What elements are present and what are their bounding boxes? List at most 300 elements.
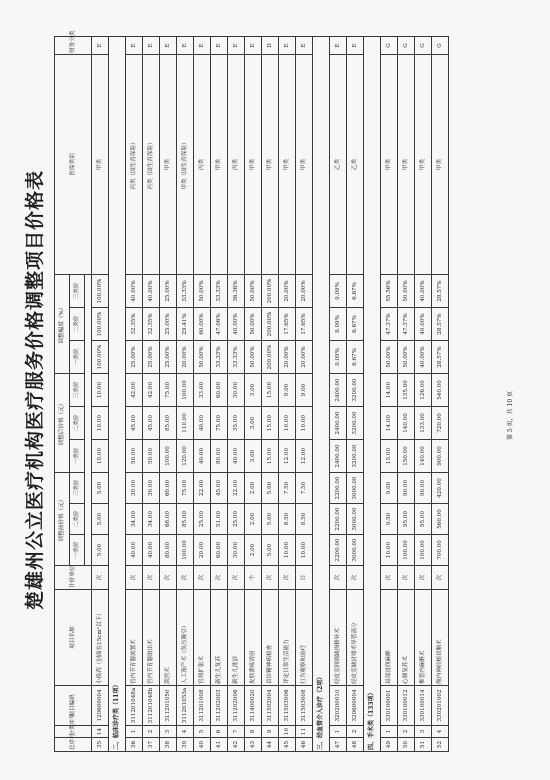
table-cell: 15.00 (262, 374, 279, 407)
table-cell: 丙类（国生育保险） (126, 54, 143, 274)
table-cell: E (347, 36, 364, 54)
table-cell: 320200010 (330, 686, 347, 726)
table-cell: 45.00 (143, 407, 160, 440)
table-cell: 68.00 (160, 504, 177, 535)
table-cell: 100.00 (160, 440, 177, 473)
table-cell: 35.00 (228, 407, 245, 440)
table-cell: 12.00 (296, 440, 313, 473)
section-row (364, 36, 381, 751)
table-cell: 90.00 (398, 473, 415, 504)
table-cell: 1 (126, 726, 143, 738)
table-cell: 次 (126, 566, 143, 590)
table-cell: 6.67% (347, 274, 364, 307)
table-cell: 5.00 (262, 473, 279, 504)
table-cell: 330100014 (415, 686, 432, 726)
header-cell: 三类价 (70, 274, 85, 307)
table-cell: 28.57% (432, 274, 449, 307)
table-cell: 22.00 (228, 473, 245, 504)
table-cell: 50.00% (245, 308, 262, 341)
table-row (296, 36, 313, 751)
table-cell: E (296, 36, 313, 54)
header-cell: 一类价 (70, 341, 85, 374)
table-cell: 50.00% (194, 274, 211, 307)
table-cell: 126.00 (415, 374, 432, 407)
table-cell: 评定日常生活能力 (279, 590, 296, 686)
table-cell: 5.00 (92, 535, 109, 566)
table-cell: 44 (262, 738, 279, 752)
table-cell: 甲类 (296, 54, 313, 274)
table-cell: 33.33% (211, 341, 228, 374)
table-cell: 个 (245, 566, 262, 590)
table-cell: 50 (398, 738, 415, 752)
table-cell: 甲类 (92, 54, 109, 274)
table-cell: 50.00% (398, 274, 415, 307)
table-cell: 9.09% (330, 308, 347, 341)
table-cell: 50.00% (245, 341, 262, 374)
table-cell: 2.00 (245, 473, 262, 504)
table-cell: 3000.00 (347, 473, 364, 504)
table-cell: 41 (211, 738, 228, 752)
table-cell: 100.00 (177, 535, 194, 566)
table-cell: 日 (296, 566, 313, 590)
table-row (432, 36, 449, 751)
table-cell: 9.00 (381, 473, 398, 504)
table-cell: 5.00 (92, 504, 109, 535)
table-cell: 人工流产术（负压吸引） (177, 590, 194, 686)
table-cell: 甲类 (211, 54, 228, 274)
header-cell: 一类价 (70, 440, 85, 473)
table-cell: 2200.00 (330, 473, 347, 504)
table-cell: 20.00% (296, 341, 313, 374)
table-cell: 47.06% (211, 308, 228, 341)
table-cell: 甲类 (245, 54, 262, 274)
table-cell: 10.00 (279, 407, 296, 440)
table-cell: 311201048a (126, 686, 143, 726)
table-cell: 次 (398, 566, 415, 590)
table-cell: 3200.00 (347, 374, 364, 407)
table-cell: E (160, 36, 177, 54)
table-cell: 甲类 (279, 54, 296, 274)
table-cell: 40.00% (228, 308, 245, 341)
table-cell: 50.00% (381, 341, 398, 374)
table-cell: 40.00 (194, 440, 211, 473)
table-cell: 85.00 (160, 407, 177, 440)
table-cell: 15.00 (381, 440, 398, 473)
table-cell: 新生儿洗浴 (228, 590, 245, 686)
table-cell: 32.35% (143, 308, 160, 341)
table-cell: 次 (194, 566, 211, 590)
table-cell: 甲类 (160, 54, 177, 274)
table-cell: 17.65% (296, 308, 313, 341)
table-cell: 14 (92, 726, 109, 738)
table-cell: 100.00% (92, 308, 109, 341)
table-cell: 2400.00 (330, 440, 347, 473)
table-cell: 次 (143, 566, 160, 590)
table-cell: 46 (296, 738, 313, 752)
table-cell: 25.00% (160, 308, 177, 341)
table-cell: 12.00 (279, 440, 296, 473)
table-cell: 32.35% (126, 308, 143, 341)
table-cell: 311201048b (143, 686, 160, 726)
table-cell: 34.00 (143, 504, 160, 535)
table-cell: 28.57% (432, 308, 449, 341)
table-cell: 80.00 (211, 440, 228, 473)
table-cell: 2 (398, 726, 415, 738)
table-cell: 8.50 (296, 504, 313, 535)
table-cell: E (279, 36, 296, 54)
table-cell: 2200.00 (330, 504, 347, 535)
table-cell: 1 (330, 726, 347, 738)
price-table (54, 30, 449, 752)
table-header (55, 30, 92, 751)
table-cell: 15.00 (262, 440, 279, 473)
table-cell: 3000.00 (347, 535, 364, 566)
table-cell: 次 (432, 566, 449, 590)
table-cell: 次 (381, 566, 398, 590)
table-cell: 33.00 (194, 374, 211, 407)
table-cell: 52 (432, 738, 449, 752)
table-cell: E (245, 36, 262, 54)
table-cell: 311201050 (160, 686, 177, 726)
table-cell: 36 (126, 738, 143, 752)
table-cell: 甲类 (262, 54, 279, 274)
table-cell: 60.00% (194, 308, 211, 341)
table-cell: 乙类 (347, 54, 364, 274)
table-cell: 25.00% (160, 274, 177, 307)
table-cell: 9.00 (279, 374, 296, 407)
table-cell: 3200.00 (347, 440, 364, 473)
table-cell: 6.67% (347, 308, 364, 341)
table-cell: 40.00 (194, 407, 211, 440)
table-cell: 60.00 (211, 535, 228, 566)
table-cell: 40 (194, 738, 211, 752)
table-cell: 100.00 (415, 535, 432, 566)
table-cell: 29.41% (177, 308, 194, 341)
table-row (415, 36, 432, 751)
table-cell: 次 (92, 566, 109, 590)
table-row (398, 36, 415, 751)
table-cell: 100.00% (92, 274, 109, 307)
table-cell: 10 (279, 726, 296, 738)
table-cell: 2.00 (245, 504, 262, 535)
section-label: 二、临床诊疗类（11项） (109, 36, 126, 751)
table-cell: 20.00% (177, 341, 194, 374)
table-cell: 45.00 (126, 407, 143, 440)
table-cell: 7.50 (279, 473, 296, 504)
table-cell: 47.37% (398, 308, 415, 341)
table-cell: 甲类 (415, 54, 432, 274)
header-cell: 二类价 (70, 407, 85, 440)
table-cell: 14.00 (381, 374, 398, 407)
table-cell: 47 (330, 738, 347, 752)
table-cell: 36.36% (228, 274, 245, 307)
table-cell: 颅内神经根切断术 (432, 590, 449, 686)
table-cell: 22.00 (194, 473, 211, 504)
table-cell: 行为观察和治疗 (296, 590, 313, 686)
table-cell: 2 (347, 726, 364, 738)
table-cell: 25.00% (143, 341, 160, 374)
table-cell: 2400.00 (330, 374, 347, 407)
table-cell: 11 (296, 726, 313, 738)
section-label: 四、手术类（133项） (364, 36, 381, 751)
table-cell: 95.00 (415, 504, 432, 535)
table-cell: 28.57% (432, 341, 449, 374)
table-cell: 720.00 (432, 407, 449, 440)
table-cell: 宫内节育器取出术 (143, 590, 160, 686)
table-cell: 30.00 (143, 473, 160, 504)
table-cell: 30.00 (228, 374, 245, 407)
table-cell: 9 (262, 726, 279, 738)
table-cell: G (432, 36, 449, 54)
table-cell: 20.00% (279, 341, 296, 374)
table-cell: 25.00% (160, 341, 177, 374)
table-cell: 10.00 (296, 535, 313, 566)
table-cell: 10.00 (92, 374, 109, 407)
table-cell: 33.33% (177, 274, 194, 307)
table-cell: 51 (415, 738, 432, 752)
table-cell: 新生儿复苏 (211, 590, 228, 686)
table-cell: 43 (245, 738, 262, 752)
table-cell: 小换药（创面在15cm²以下） (92, 590, 109, 686)
table-cell: 1 (381, 726, 398, 738)
table-cell: 首诊精神病检查 (262, 590, 279, 686)
table-cell: 次 (330, 566, 347, 590)
table-cell: E (92, 36, 109, 54)
table-cell: 75.00 (177, 473, 194, 504)
table-cell: 35 (92, 738, 109, 752)
table-cell: 局部浸润麻醉 (381, 590, 398, 686)
table-cell: 39 (177, 738, 194, 752)
table-cell: 33.33% (211, 274, 228, 307)
table-cell: 420.00 (432, 473, 449, 504)
table-row (177, 36, 194, 751)
table-cell: 皮肤溃疡清创 (245, 590, 262, 686)
table-cell: 120600004 (92, 686, 109, 726)
table-cell: 47.37% (381, 308, 398, 341)
table-cell: 25.00 (194, 504, 211, 535)
table-cell: 4 (177, 726, 194, 738)
table-cell: 33.33% (228, 341, 245, 374)
header-cell: 分类序号 (55, 726, 92, 738)
table-cell: 2200.00 (330, 535, 347, 566)
table-cell: 900.00 (432, 440, 449, 473)
table-cell: 50.00% (194, 341, 211, 374)
table-cell: 25.00 (228, 504, 245, 535)
table-cell: 75.00 (211, 407, 228, 440)
table-cell: 8 (245, 726, 262, 738)
table-cell: 7 (228, 726, 245, 738)
table-cell: 100.00 (177, 374, 194, 407)
table-cell: 200.00% (262, 308, 279, 341)
table-cell: 4 (432, 726, 449, 738)
table-cell: 37 (143, 738, 160, 752)
table-cell: 15.00 (262, 407, 279, 440)
table-cell: 3 (415, 726, 432, 738)
table-cell: 700.00 (432, 535, 449, 566)
table-cell: E (228, 36, 245, 54)
table-cell: 10.00 (92, 407, 109, 440)
table-cell: 50.00% (245, 274, 262, 307)
table-cell: 540.00 (432, 374, 449, 407)
table-cell: 330100012 (398, 686, 415, 726)
table-row (92, 36, 109, 751)
table-cell: 80.00 (160, 535, 177, 566)
table-cell: 40.00 (143, 535, 160, 566)
table-cell: 150.00 (398, 440, 415, 473)
table-cell: 3 (160, 726, 177, 738)
table-cell: 3200.00 (347, 407, 364, 440)
table-cell: 5.00 (262, 535, 279, 566)
table-cell: 宫颈扩张术 (194, 590, 211, 686)
header-cell: 项目名称 (55, 590, 92, 686)
table-cell: 5.00 (262, 504, 279, 535)
table-cell: 10.00 (381, 535, 398, 566)
table-cell: 2400.00 (330, 407, 347, 440)
table-cell: E (143, 36, 160, 54)
table-cell: 3.00 (245, 407, 262, 440)
table-cell: D (262, 36, 279, 54)
table-cell: 311503008 (296, 686, 313, 726)
table-cell: 30.00 (228, 535, 245, 566)
table-row (160, 36, 177, 751)
table-body (92, 36, 449, 751)
table-cell: 9.00 (296, 374, 313, 407)
table-row (245, 36, 262, 751)
header-cell: 三类价 (70, 473, 85, 504)
table-cell: 次 (228, 566, 245, 590)
table-cell: 3.00 (245, 374, 262, 407)
table-cell: 3000.00 (347, 504, 364, 535)
table-cell: 140.00 (415, 440, 432, 473)
table-cell: 40.00% (415, 341, 432, 374)
table-cell: 甲类（国生育保险） (177, 54, 194, 274)
table-cell: E (126, 36, 143, 54)
table-cell: 5.00 (92, 473, 109, 504)
table-cell: 320600004 (347, 686, 364, 726)
table-cell: 42.00 (143, 374, 160, 407)
table-cell: 311503006 (279, 686, 296, 726)
table-cell: 20.00% (279, 274, 296, 307)
table-cell: 120.00 (177, 440, 194, 473)
table-row (279, 36, 296, 751)
table-cell: 次 (211, 566, 228, 590)
table-cell: 30.00 (126, 473, 143, 504)
table-cell: 乙类 (330, 54, 347, 274)
table-cell: 经皮室缺封堵术导管部分 (347, 590, 364, 686)
header-cell: 一类价 (70, 535, 85, 566)
header-cell: 项目编码 (55, 686, 92, 726)
table-cell: 10.00 (92, 440, 109, 473)
table-cell: 经皮室间隔缺损修补术 (330, 590, 347, 686)
header-cell: 总序号 (55, 738, 92, 752)
table-cell: 20.00% (296, 274, 313, 307)
table-cell: 次 (347, 566, 364, 590)
table-cell: 42 (228, 738, 245, 752)
table-cell: 140.00 (398, 407, 415, 440)
table-cell: 311400020 (245, 686, 262, 726)
table-cell: 次 (177, 566, 194, 590)
table-cell: 9.50 (381, 504, 398, 535)
table-cell: 100.00 (398, 535, 415, 566)
header-cell: 二类价 (70, 504, 85, 535)
table-cell: 200.00% (262, 341, 279, 374)
table-row (194, 36, 211, 751)
table-cell: 刮宫术 (160, 590, 177, 686)
table-cell: 330100001 (381, 686, 398, 726)
table-cell: 95.00 (398, 504, 415, 535)
table-cell: 49 (381, 738, 398, 752)
table-cell: E (330, 36, 347, 54)
table-cell: 2.00 (245, 535, 262, 566)
table-cell: 9.09% (330, 274, 347, 307)
table-cell: 20.00 (194, 535, 211, 566)
table-cell: G (415, 36, 432, 54)
table-cell: 311202003 (211, 686, 228, 726)
table-cell: 次 (262, 566, 279, 590)
table-row (126, 36, 143, 751)
table-cell: 6 (211, 726, 228, 738)
table-cell: 560.00 (432, 504, 449, 535)
table-cell: 60.00 (160, 473, 177, 504)
table-cell: 10.00 (296, 407, 313, 440)
table-cell: 51.00 (211, 504, 228, 535)
table-row (381, 36, 398, 751)
header-cell: 二类价 (70, 308, 85, 341)
table-cell: 50.00% (398, 341, 415, 374)
table-cell: 丙类 (228, 54, 245, 274)
table-cell: 311202006 (228, 686, 245, 726)
table-cell: 200.00% (262, 274, 279, 307)
table-cell: 椎管内麻醉术 (415, 590, 432, 686)
header-cell: 调整前价格（元） (55, 473, 70, 566)
table-row (211, 36, 228, 751)
table-cell: 宫内节育器放置术 (126, 590, 143, 686)
page-footer: 第 5 页，共 10 页 (507, 390, 514, 440)
section-row (109, 36, 126, 751)
header-cell: 计价单位 (55, 566, 92, 590)
table-cell: 5 (194, 726, 211, 738)
table-cell: 330201002 (432, 686, 449, 726)
table-cell: 40.00% (415, 274, 432, 307)
table-cell: 34.00 (126, 504, 143, 535)
table-cell: 丙类 (194, 54, 211, 274)
table-cell: 40.00% (126, 274, 143, 307)
header-cell: 医保类别 (55, 54, 92, 274)
table-cell: 心肺复苏术 (398, 590, 415, 686)
table-cell: 40.00% (143, 274, 160, 307)
section-row (313, 36, 330, 751)
table-cell: 50.00 (126, 440, 143, 473)
header-cell: 三类价 (70, 374, 85, 407)
table-cell: 次 (160, 566, 177, 590)
table-cell: 135.00 (398, 374, 415, 407)
table-cell: 7.50 (296, 473, 313, 504)
table-cell: 8.50 (279, 504, 296, 535)
table-cell: 9.09% (330, 341, 347, 374)
table-row (262, 36, 279, 751)
table-cell: 40.00 (228, 440, 245, 473)
table-cell: 40.00% (415, 308, 432, 341)
table-cell: 3.00 (245, 440, 262, 473)
table-cell: 次 (279, 566, 296, 590)
table-row (347, 36, 364, 751)
header-cell: 调整后价格（元） (55, 374, 70, 473)
section-label: 三、经血管介入诊疗（2项） (313, 36, 330, 751)
table-cell: 50.00 (143, 440, 160, 473)
table-cell: 10.00 (279, 535, 296, 566)
table-cell: 311201008 (194, 686, 211, 726)
table-cell: E (177, 36, 194, 54)
